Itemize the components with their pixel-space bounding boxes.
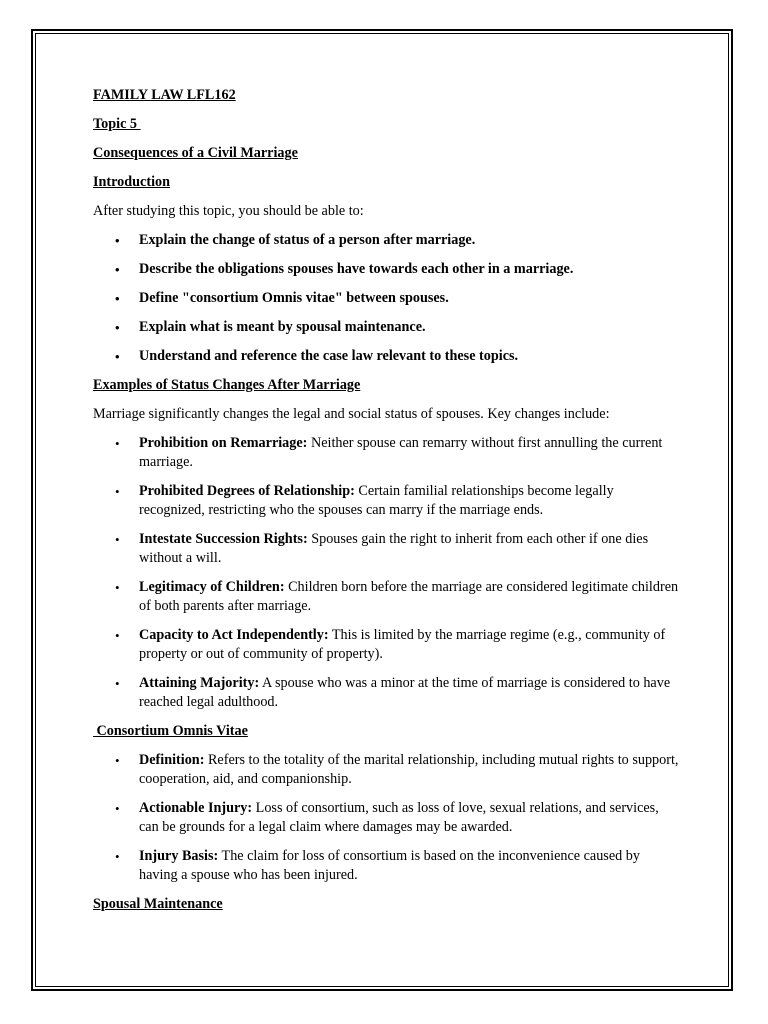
bullet-icon: • <box>115 262 120 277</box>
item-term: Attaining Majority: <box>139 675 260 691</box>
list-item <box>93 434 679 472</box>
objective-text: Explain the change of status of a person after marriage. <box>139 232 476 248</box>
item-text: Loss of consortium, such as loss of love, sexual relations, and services, can be grounds for a legal claim where damages may be awarded. <box>139 800 659 835</box>
consortium-heading: Consortium Omnis Vitae <box>93 723 248 739</box>
item-text: A spouse who was a minor at the time of marriage is considered to have reached legal adulthood. <box>139 675 671 710</box>
bullet-icon: • <box>115 628 120 643</box>
objective-text: Explain what is meant by spousal maintenance. <box>139 319 426 335</box>
status-changes-list <box>93 434 693 712</box>
list-item <box>93 318 679 337</box>
bullet-icon: • <box>115 484 120 499</box>
topic-title: Consequences of a Civil Marriage <box>93 145 298 161</box>
bullet-icon: • <box>115 849 120 864</box>
bullet-icon: • <box>115 580 120 595</box>
item-term: Prohibited Degrees of Relationship: <box>139 483 355 499</box>
bullet-icon: • <box>115 801 120 816</box>
introduction-lead: After studying this topic, you should be able to: <box>93 203 364 219</box>
item-term: Prohibition on Remarriage: <box>139 435 308 451</box>
bullet-icon: • <box>115 291 120 306</box>
item-term: Legitimacy of Children: <box>139 579 285 595</box>
consortium-list <box>93 751 693 885</box>
list-item <box>93 751 679 789</box>
objective-text: Describe the obligations spouses have towards each other in a marriage. <box>139 261 574 277</box>
bullet-icon: • <box>115 233 120 248</box>
list-item <box>93 626 679 664</box>
item-text: Certain familial relationships become legally recognized, restricting who the spouses can marry if the marriage ends. <box>139 483 614 518</box>
status-changes-lead: Marriage significantly changes the legal and social status of spouses. Key changes include: <box>93 406 610 422</box>
list-item <box>93 260 679 279</box>
list-item <box>93 482 679 520</box>
item-text: Refers to the totality of the marital relationship, including mutual rights to support, cooperation, aid, and companionship. <box>139 752 679 787</box>
item-text: The claim for loss of consortium is based on the inconvenience caused by having a spouse who has been injured. <box>139 848 640 883</box>
document-body <box>93 86 693 924</box>
bullet-icon: • <box>115 532 120 547</box>
bullet-icon: • <box>115 753 120 768</box>
item-text: This is limited by the marriage regime (e.g., community of property or out of community of property). <box>139 627 666 662</box>
item-term: Intestate Succession Rights: <box>139 531 308 547</box>
introduction-heading: Introduction <box>93 174 170 190</box>
list-item <box>93 530 679 568</box>
maintenance-heading: Spousal Maintenance <box>93 896 223 912</box>
objective-text: Understand and reference the case law relevant to these topics. <box>139 348 519 364</box>
objective-text: Define "consortium Omnis vitae" between spouses. <box>139 290 449 306</box>
bullet-icon: • <box>115 676 120 691</box>
bullet-icon: • <box>115 320 120 335</box>
bullet-icon: • <box>115 349 120 364</box>
list-item <box>93 799 679 837</box>
status-changes-heading: Examples of Status Changes After Marriage <box>93 377 361 393</box>
course-title: FAMILY LAW LFL162 <box>93 87 236 103</box>
item-text: Neither spouse can remarry without first annulling the current marriage. <box>139 435 663 470</box>
bullet-icon: • <box>115 436 120 451</box>
list-item <box>93 231 679 250</box>
objectives-list <box>93 231 693 366</box>
list-item <box>93 347 679 366</box>
list-item <box>93 578 679 616</box>
list-item <box>93 847 679 885</box>
item-term: Capacity to Act Independently: <box>139 627 329 643</box>
item-text: Spouses gain the right to inherit from each other if one dies without a will. <box>139 531 649 566</box>
list-item <box>93 289 679 308</box>
list-item <box>93 674 679 712</box>
item-term: Injury Basis: <box>139 848 219 864</box>
item-text: Children born before the marriage are considered legitimate children of both parents after marriage. <box>139 579 679 614</box>
item-term: Definition: <box>139 752 205 768</box>
topic-number: Topic 5 <box>93 116 141 132</box>
item-term: Actionable Injury: <box>139 800 253 816</box>
